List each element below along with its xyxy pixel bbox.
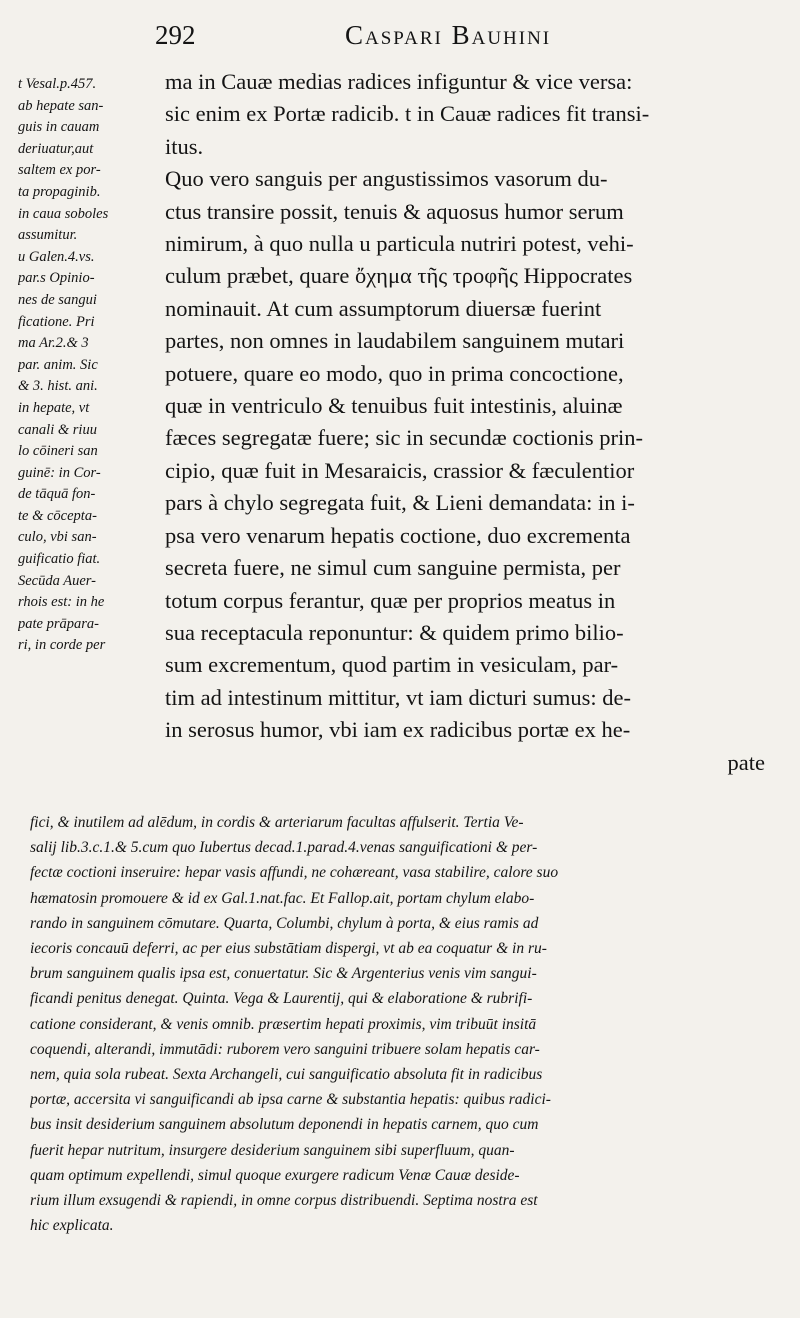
note-text-line: quam optimum expellendi, simul quoque exurgere radicum Venæ Cauæ deside-: [30, 1166, 520, 1184]
main-text-line: totum corpus ferantur, quæ per proprios meatus in: [165, 587, 616, 613]
main-text-line: Quo vero sanguis per angustissimos vasorum du-: [165, 166, 608, 192]
main-text-line: fæces segregatæ fuere; sic in secundæ coctionis prin-: [165, 425, 643, 451]
main-text-line: nominauit. At cum assumptorum diuersæ fuerint: [165, 295, 602, 321]
margin-note-line: culo, vbi san-: [18, 529, 97, 546]
note-text-line: portæ, accersita vi sanguificandi ab ipsa carne & substantia hepatis: quibus radici-: [30, 1091, 551, 1109]
margin-note-line: assumitur.: [18, 227, 78, 244]
margin-note-line: in caua soboles: [18, 205, 109, 222]
margin-notes: [18, 74, 168, 657]
main-text-line: sua receptacula reponuntur: & quidem primo bilio-: [165, 619, 624, 645]
page-header: [0, 20, 800, 60]
margin-note-line: ficatione. Pri: [18, 313, 95, 330]
main-text-line: nimirum, à quo nulla u particula nutriri potest, vehi-: [165, 231, 634, 257]
main-text-line: pars à chylo segregata fuit, & Lieni demandata: in i-: [165, 490, 635, 516]
main-text-line: culum præbet, quare ὄχημα τῆς τροφῆς Hippocrates: [165, 263, 633, 289]
main-text-line: sic enim ex Portæ radicib. t in Cauæ radices fit transi-: [165, 101, 650, 127]
note-text-line: fici, & inutilem ad alēdum, in cordis & arteriarum facultas affulserit. Tertia Ve-: [30, 814, 524, 831]
main-text-line: itus.: [165, 133, 204, 159]
note-text-line: rando in sanguinem cōmutare. Quarta, Columbi, chylum à porta, & eius ramis ad: [30, 914, 539, 932]
margin-note-line: de tāquā fon-: [18, 486, 96, 503]
margin-note-line: t Vesal.p.457.: [18, 76, 97, 92]
margin-note-line: rhois est: in he: [18, 594, 105, 611]
note-text-line: nem, quia sola rubeat. Sexta Archangeli, cui sanguificatio absoluta fit in radicibus: [30, 1066, 543, 1084]
main-text-line: tim ad intestinum mittitur, vt iam dicturi sumus: de-: [165, 684, 631, 710]
note-text-line: brum sanguinem qualis ipsa est, conuertatur. Sic & Argenterius venis vim sangui-: [30, 965, 537, 983]
footnote-text: [30, 810, 770, 1238]
margin-note-line: ri, in corde per: [18, 637, 106, 654]
margin-note-line: deriuatur,aut: [18, 140, 94, 157]
note-text-line: rium illum exsugendi & rapiendi, in omne corpus distribuendi. Septima nostra est: [30, 1192, 538, 1210]
margin-note-line: canali & riuu: [18, 421, 97, 438]
margin-note-line: ma Ar.2.& 3: [18, 335, 89, 352]
margin-note-line: pate prāpara-: [18, 615, 99, 632]
margin-note-line: te & cōcepta-: [18, 507, 97, 524]
margin-note-line: in hepate, vt: [18, 399, 90, 416]
main-text-line: cipio, quæ fuit in Mesaraicis, crassior & fæculentior: [165, 457, 635, 483]
margin-note-line: nes de sangui: [18, 291, 97, 308]
note-text-line: iecoris concauū deferri, ac per eius substātiam dispergi, vt ab ea coquatur & in ru-: [30, 940, 547, 958]
margin-note-line: par.s Opinio-: [18, 270, 95, 287]
margin-note-line: Secūda Auer-: [18, 572, 96, 589]
note-text-line: bus insit desiderium sanguinem absolutum deponendi in hepatis carnem, quo cum: [30, 1116, 539, 1134]
note-text-line: ficandi penitus denegat. Quinta. Vega & Laurentij, qui & elaboratione & rubrifi-: [30, 990, 533, 1008]
main-text-line: pate: [727, 749, 765, 775]
note-text-line: hic explicata.: [30, 1217, 114, 1235]
main-text-line: psa vero venarum hepatis coctione, duo excrementa: [165, 522, 631, 548]
main-text-line: in serosus humor, vbi iam ex radicibus portæ ex he-: [165, 717, 631, 743]
main-text-line: sum excrementum, quod partim in vesiculam, par-: [165, 652, 619, 678]
margin-note-line: par. anim. Sic: [18, 356, 98, 373]
main-text-line: ma in Cauæ medias radices infiguntur & vice versa:: [165, 69, 633, 94]
margin-note-line: & 3. hist. ani.: [18, 378, 98, 395]
margin-note-line: lo cōineri san: [18, 443, 98, 460]
main-text-line: ctus transire possit, tenuis & aquosus humor serum: [165, 198, 624, 224]
margin-note-line: guificatio fiat.: [18, 551, 101, 568]
margin-note-line: ab hepate san-: [18, 97, 104, 114]
running-head: Caspari Bauhini: [345, 20, 552, 50]
note-text-line: coquendi, alterandi, immutādi: ruborem vero sanguini tribuere solam hepatis car-: [30, 1040, 540, 1058]
note-text-line: hæmatosin promouere & id ex Gal.1.nat.fac. Et Fallop.ait, portam chylum elabo-: [30, 889, 535, 907]
margin-note-line: guis in cauam: [18, 119, 100, 136]
margin-note-line: saltem ex por-: [18, 162, 101, 179]
page-number: 292: [155, 20, 196, 50]
main-text-line: quæ in ventriculo & tenuibus fuit intestinis, aluinæ: [165, 393, 623, 419]
main-text-line: potuere, quare eo modo, quo in prima concoctione,: [165, 360, 624, 386]
margin-note-line: u Galen.4.vs.: [18, 248, 95, 265]
note-text-line: fectæ coctioni inseruire: hepar vasis affundi, ne cohæreant, vasa stabilire, calore suo: [30, 864, 559, 882]
main-text: [165, 66, 765, 779]
margin-note-line: guinē: in Cor-: [18, 464, 101, 481]
margin-note-line: ta propaginib.: [18, 183, 101, 200]
main-text-line: secreta fuere, ne simul cum sanguine permista, per: [165, 555, 621, 581]
note-text-line: salij lib.3.c.1.& 5.cum quo Iubertus decad.1.parad.4.venas sanguificationi & per-: [30, 839, 538, 857]
note-text-line: fuerit hepar nutritum, insurgere desiderium sanguinem sibi superfluum, quan-: [30, 1141, 515, 1159]
main-text-line: partes, non omnes in laudabilem sanguinem mutari: [165, 328, 625, 354]
note-text-line: catione considerant, & venis omnib. præsertim hepati proximis, vim tribuūt insitā: [30, 1015, 537, 1033]
